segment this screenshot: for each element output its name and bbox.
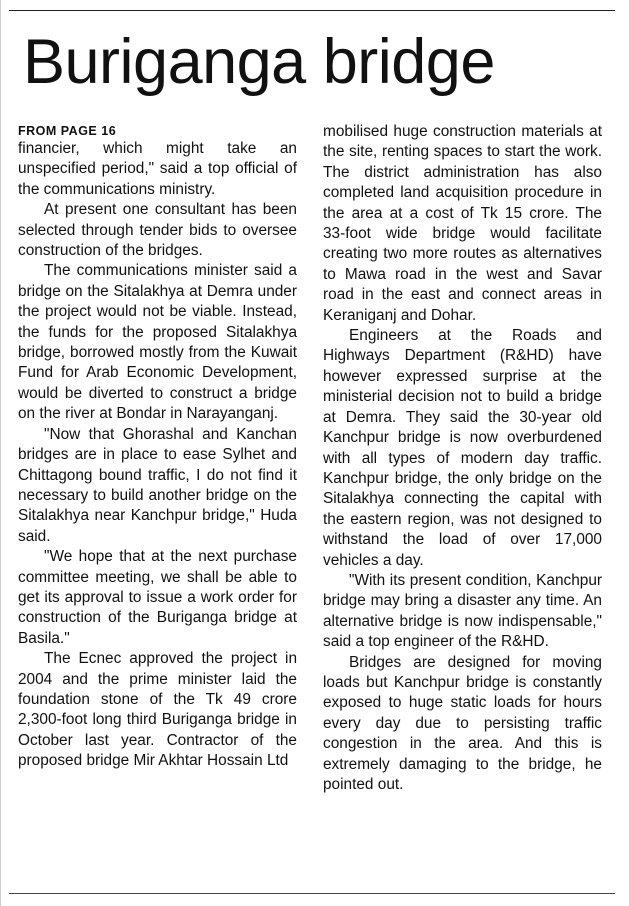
left-paragraph: The Ecnec approved the project in 2004 and the prime minister laid the foundation stone of the Tk 49 crore 2,300-foot long third Buriganga bridge in October last year. Contractor of the proposed bridge Mir Akhtar Hossain Ltd (18, 650, 297, 770)
left-column (18, 122, 297, 772)
top-rule (9, 10, 615, 11)
right-paragraph: Engineers at the Roads and Highways Department (R&HD) have however expressed surprise at the ministerial decision not to build a bridge at Demra. They said the 30-year old Kanchpur bridge is now overburdened with all types of modern day traffic. Kanchpur bridge, the only bridge on the Sitalakhya connecting the capital with the eastern region, was not designed to withstand the load of over 17,000 vehicles a day. (323, 327, 602, 569)
right-column (323, 122, 602, 795)
left-paragraph: "Now that Ghorashal and Kanchan bridges are in place to ease Sylhet and Chittagong bound traffic, I do not find it necessary to build another bridge on the Sitalakhya near Kanchpur bridge," Huda said. (18, 425, 297, 545)
left-paragraph: "We hope that at the next purchase committee meeting, we shall be able to get its approval to issue a work order for construction of the Buriganga bridge at Basila." (18, 548, 297, 647)
headline: Buriganga bridge (23, 27, 495, 97)
right-paragraph: Bridges are designed for moving loads but Kanchpur bridge is constantly exposed to huge static loads for hours every day due to persisting traffic congestion in the area. And this is extremely damaging to the bridge, he pointed out. (323, 653, 602, 793)
bottom-rule (9, 893, 615, 894)
left-paragraph: At present one consultant has been selected through tender bids to oversee construction of the bridges. (18, 201, 297, 260)
right-paragraph: mobilised huge construction materials at the site, renting spaces to start the work. The district administration has also completed land acquisition procedure in the area at a cost of Tk 15 crore. The 33-foot wide bridge would facilitate creating two more routes as alternatives to Mawa road in the west and Savar road in the east and connect areas in Keraniganj and Dohar. (323, 123, 602, 324)
right-paragraph: "With its present condition, Kanchpur bridge may bring a disaster any time. An alternative bridge is now indispensable," said a top engineer of the R&HD. (323, 571, 602, 651)
dateline: FROM PAGE 16 (18, 124, 117, 138)
left-paragraph: The communications minister said a bridge on the Sitalakhya at Demra under the project would not be viable. Instead, the funds for the proposed Sitalakhya bridge, borrowed mostly from the Kuwait Fund for Arab Economic Development, would be diverted to construct a bridge on the river at Bondar in Narayanganj. (18, 262, 297, 423)
left-paragraph: financier, which might take an unspecified period," said a top official of the communications ministry. (18, 140, 297, 198)
